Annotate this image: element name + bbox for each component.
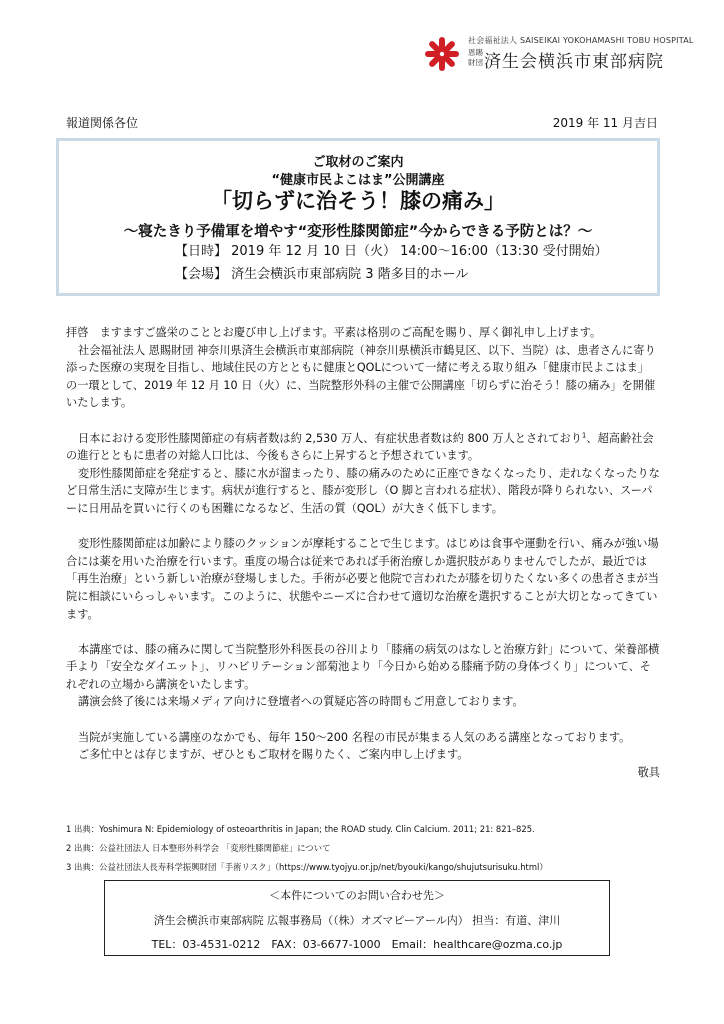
logo-hospital-name: 済生会横浜市東部病院 [484,52,664,72]
prevalence-text-cont: 、超高齢社会の進行とともに患者の対総人口比は、今後もさらに上昇すると予想されています。 [66,431,654,463]
event-venue: 【会場】 済生会横浜市東部病院 3 階多目的ホール [175,267,469,282]
event-info [175,240,608,286]
closing-word: 敬具 [637,765,660,779]
hospital-emblem-icon [422,34,462,74]
request-paragraph: ご多忙中とは存じますが、ぜひともご取材を賜りたく、ご案内申し上げます。 [78,748,469,762]
intro-paragraph: 社会福祉法人 恩賜財団 神奈川県済生会横浜市東部病院（神奈川県横浜市鶴見区、以下、当院）は、患者さんに寄り添った医療の実現を目指し、地域住民の方とともに健康とQOLについて一緒に考える取り組み「健康市民よこはま」の一環として、2019 年 12 月 10 日（火）に、当院整形外科の主催で公開講座「切らずに治そう！膝の痛み」を開催いたします。 [66,343,656,410]
footnote-1: 1 出典：Yoshimura N: Epidemiology of osteoarthritis in Japan; the ROAD study. Clin Calcium. 2011; 21: 821–825. [66,824,535,834]
contact-box [104,880,610,956]
hospital-logo [422,34,694,76]
contact-phone-email: TEL：03-4531-0212 FAX：03-6677-1000 Email：healthcare@ozma.co.jp [151,938,563,951]
lecture-series: “健康市民よこはま”公開講座 [271,173,445,188]
lecture-title: 「切らずに治そう！膝の痛み」 [211,189,505,213]
addressee: 報道関係各位 [66,116,139,130]
lecture-subtitle: ～寝たきり予備軍を増やす“変形性膝関節症”今からできる予防とは？～ [123,224,593,240]
greeting-paragraph: 拝啓 ますますご盛栄のこととお慶び申し上げます。平素は格別のご高配を賜り、厚く御礼申し上げます。 [66,326,602,339]
prevalence-paragraph [66,430,660,465]
prevalence-text: 日本における変形性膝関節症の有病者数は約 2,530 万人、有症状患者数は約 800 万人とされており [78,431,582,445]
qa-paragraph: 講演会終了後には来場メディア向けに登壇者への質疑応答の時間もご用意しております。 [78,695,524,709]
event-datetime: 【日時】 2019 年 12 月 10 日（火） 14:00～16:00（13:30 受付開始） [175,244,608,259]
footnote-ref-1: 1 [581,430,587,439]
footnotes [66,820,666,877]
contact-heading: ＜本件についてのお問い合わせ先＞ [269,889,445,902]
treatment-paragraph: 変形性膝関節症は加齢により膝のクッションが摩耗することで生じます。はじめは食事や運動を行い、痛みが強い場合には薬を用いた治療を行います。重度の場合は従来であれば手術治療しか選択肢がありませんでしたが、最近では「再生治療」という新しい治療が登場しました。手術が必要と他院で言われたが膝を切りたくない多くの患者さまが当院に相談にいらっしゃいます。このように、状態やニーズに合わせて適切な治療を選択することが大切となってきています。 [66,537,659,621]
contact-organization: 済生会横浜市東部病院 広報事務局（（株）オズマピーアール内） 担当：有道、津川 [153,914,561,927]
announcement-label: ご取材のご案内 [312,155,404,170]
letter-body [66,324,660,781]
footnote-2: 2 出典：公益社団法人 日本整形外科学会 「変形性膝関節症」について [66,843,331,853]
symptoms-paragraph: 変形性膝関節症を発症すると、膝に水が溜まったり、膝の痛みのために正座できなくなったり、走れなくなったりなど日常生活に支障が生じます。病状が進行すると、膝が変形し（O 脚と言われる症状）、階段が降りられない、スーパーに日用品を買いに行くのも困難になるなど、生活の質（QOL）が大きく低下します。 [66,466,660,515]
logo-english-name: 社会福祉法人 SAISEIKAI YOKOHAMASHI TOBU HOSPITAL [468,36,694,45]
logo-foundation-label: 恩賜財団 [468,48,483,67]
program-paragraph: 本講座では、膝の痛みに関して当院整形外科医長の谷川より「膝痛の病気のはなしと治療方針」について、栄養部横手より「安全なダイエット」、リハビリテーション部菊池より「今日から始める膝痛予防の身体づくり」について、それぞれの立場から講演をいたします。 [66,642,660,691]
popularity-paragraph: 当院が実施している講座のなかでも、毎年 150～200 名程の市民が集まる人気のある講座となっております。 [78,730,631,744]
issue-date: 2019 年 11 月吉日 [552,116,658,130]
footnote-3: 3 出典：公益社団法人長寿科学振興財団「手術リスク」（https://www.tyojyu.or.jp/net/byouki/kango/shujutsurisuku.html） [66,862,548,872]
announcement-box [56,138,660,296]
